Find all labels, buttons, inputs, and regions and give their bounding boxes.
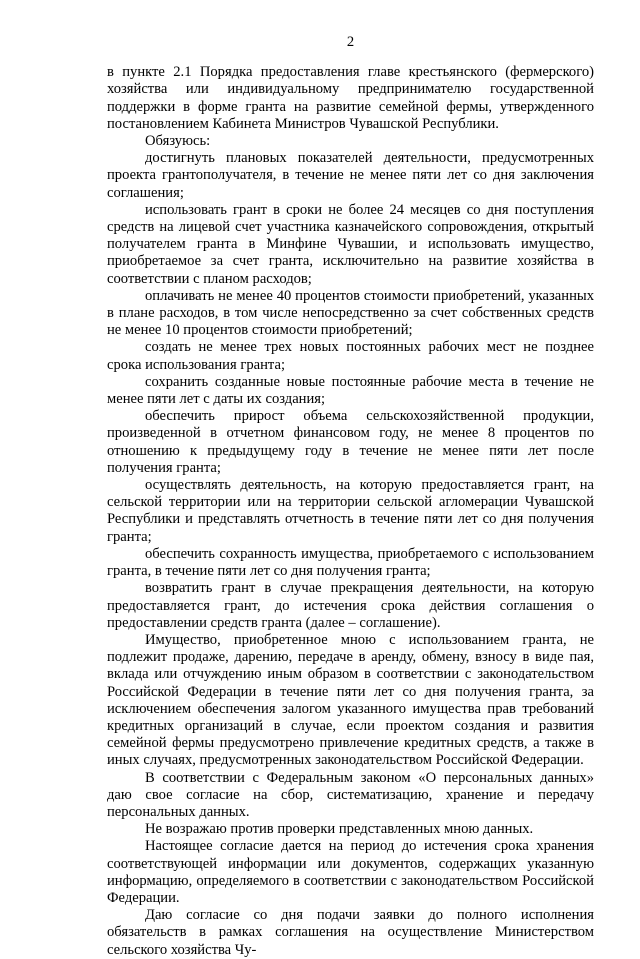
paragraph: в пункте 2.1 Порядка предоставления главе крестьянского (фермерского) хозяйства или индивидуальному предпринимателю государственной поддержки в форме гранта на развитие семейной фермы, утвержденного постановлением Кабинета Министров Чувашской Республики. xyxy=(107,64,594,132)
paragraph: сохранить созданные новые постоянные рабочие места в течение не менее пяти лет с даты их создания; xyxy=(107,373,594,408)
paragraph: возвратить грант в случае прекращения деятельности, на которую предоставляется грант, до истечения срока действия соглашения о предоставлении средств гранта (далее – соглашение). xyxy=(107,580,594,631)
paragraph: создать не менее трех новых постоянных рабочих мест не позднее срока использования гранта; xyxy=(107,339,594,373)
paragraph: Настоящее согласие дается на период до истечения срока хранения соответствующей информации или документов, содержащих указанную информацию, определяемого в соответствии с законодательством Российской Федерации. xyxy=(107,838,594,906)
paragraph: обеспечить сохранность имущества, приобретаемого с использованием гранта, в течение пяти лет со дня получения гранта; xyxy=(107,545,594,580)
paragraph: Имущество, приобретенное мною с использованием гранта, не подлежит продаже, дарению, передаче в аренду, обмену, взносу в виде пая, вклада или отчуждению иным образом в соответствии с законодательством Российской Федерации в течение пяти лет со дня получения гранта, за исключением обеспечения залогом указанного имущества прав требований кредитных организаций в случае, если проектом создания и развития семейной фермы предусмотрено привлечение кредитных средств, а также в иных случаях, предусмотренных законодательством Российской Федерации. xyxy=(107,631,594,769)
paragraph: В соответствии с Федеральным законом «О персональных данных» даю свое согласие на сбор, систематизацию, хранение и передачу персональных данных. xyxy=(107,769,594,820)
document-page xyxy=(107,34,594,959)
paragraph: Даю согласие со дня подачи заявки до полного исполнения обязательств в рамках соглашения на осуществление Министерством сельского хозяйства Чу- xyxy=(107,907,594,958)
paragraph: достигнуть плановых показателей деятельности, предусмотренных проекта грантополучателя, в течение не менее пяти лет со дня заключения соглашения; xyxy=(107,150,594,201)
paragraph: использовать грант в сроки не более 24 месяцев со дня поступления средств на лицевой счет участника казначейского сопровождения, открытый получателем гранта в Минфине Чувашии, и использовать имущество, приобретаемое за счет гранта, исключительно на развитие хозяйства в соответствии с планом расходов; xyxy=(107,201,594,287)
paragraph: обеспечить прирост объема сельскохозяйственной продукции, произведенной в отчетном финансовом году, не менее 8 процентов по отношению к предыдущему году в течение не менее пяти лет после получения гранта; xyxy=(107,408,594,476)
paragraph: осуществлять деятельность, на которую предоставляется грант, на сельской территории или на территории сельской агломерации Чувашской Республики и представлять отчетность в течение пяти лет со дня получения гранта; xyxy=(107,477,594,545)
page-number: 2 xyxy=(346,34,355,50)
paragraph: Обязуюсь: xyxy=(145,133,211,150)
paragraph: Не возражаю против проверки представленных мною данных. xyxy=(145,821,534,838)
paragraph: оплачивать не менее 40 процентов стоимости приобретений, указанных в плане расходов, в том числе непосредственно за счет собственных средств не менее 10 процентов стоимости приобретений; xyxy=(107,287,594,339)
document-body xyxy=(107,64,594,959)
